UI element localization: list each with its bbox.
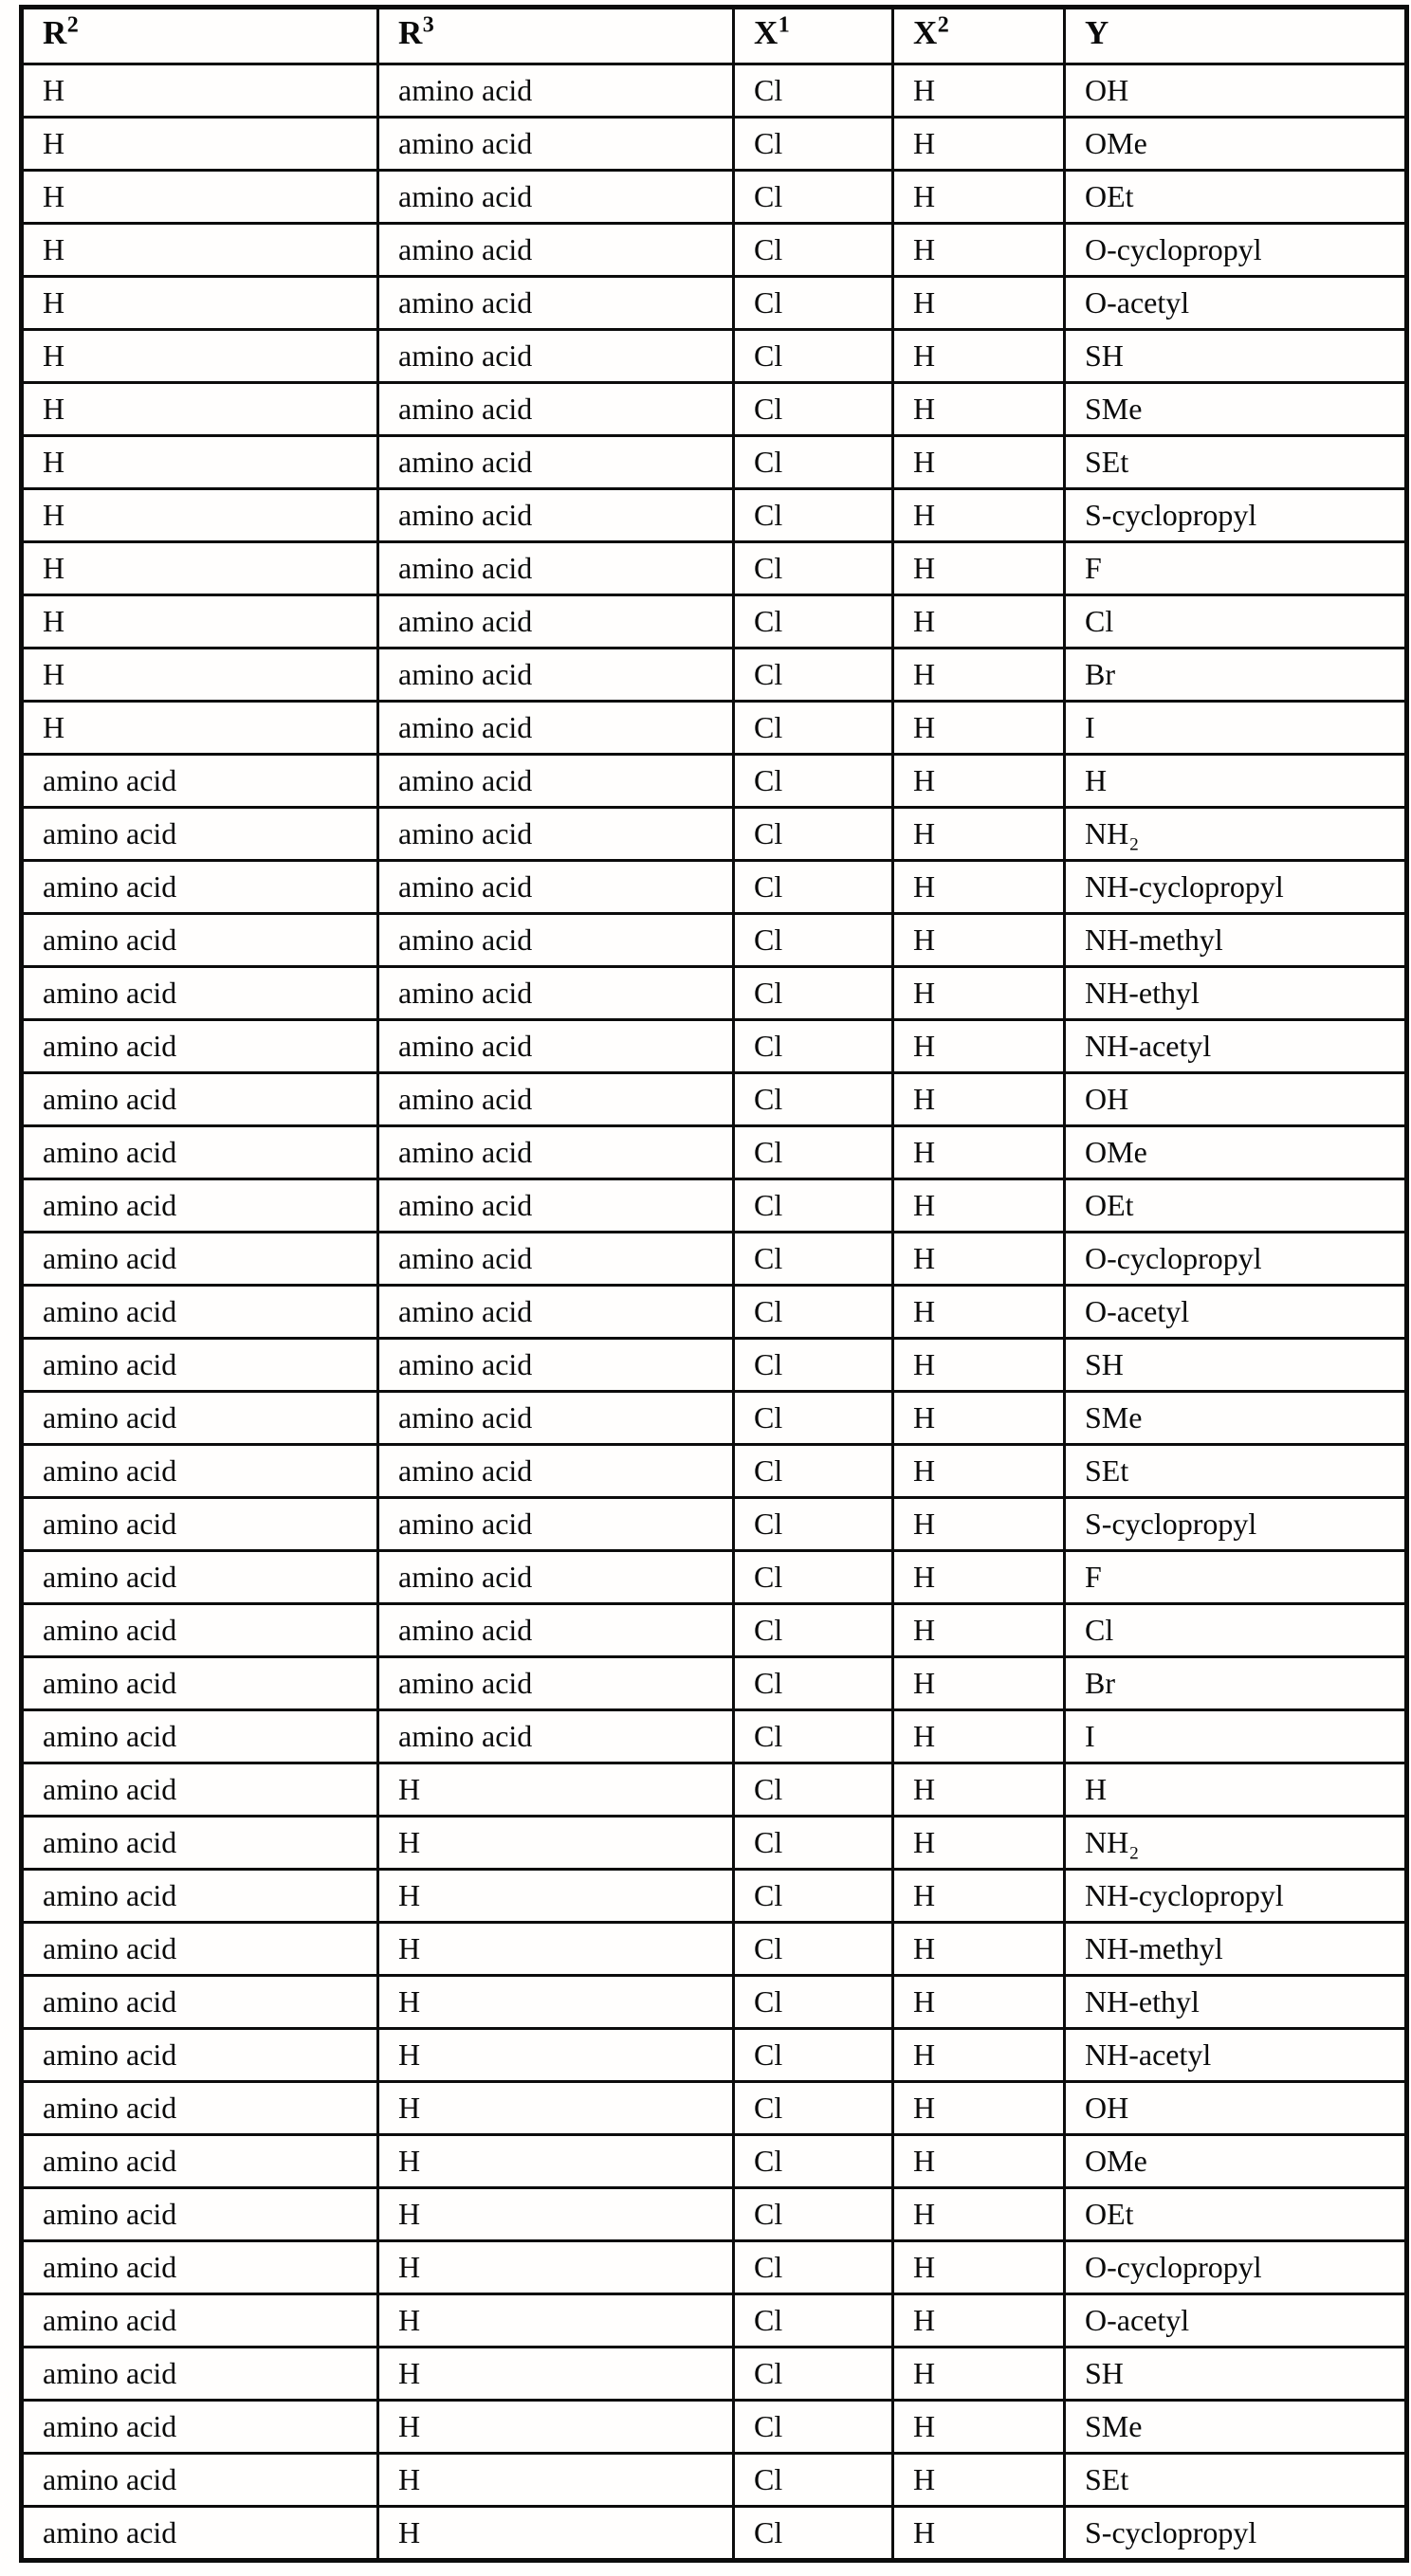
- table-cell: H: [893, 171, 1065, 224]
- table-cell: NH-ethyl: [1065, 1976, 1407, 2029]
- table-cell: H: [378, 1923, 734, 1976]
- table-cell: amino acid: [378, 489, 734, 542]
- column-header-x1: [734, 8, 893, 64]
- table-cell: H: [378, 2348, 734, 2401]
- table-cell: amino acid: [378, 330, 734, 383]
- table-cell: amino acid: [22, 2294, 378, 2348]
- table-cell: amino acid: [22, 1233, 378, 1286]
- header-superscript: 2: [66, 12, 80, 38]
- table-cell: amino acid: [378, 1073, 734, 1126]
- table-cell: Cl: [734, 1392, 893, 1445]
- table-cell: amino acid: [378, 1657, 734, 1710]
- table-cell: amino acid: [378, 702, 734, 755]
- table-cell: Cl: [734, 2135, 893, 2188]
- table-cell: H: [893, 1710, 1065, 1763]
- table-row: [22, 171, 1407, 224]
- table-cell: SH: [1065, 330, 1407, 383]
- table-cell: H: [893, 2348, 1065, 2401]
- table-cell: NH-cyclopropyl: [1065, 1870, 1407, 1923]
- table-cell: OEt: [1065, 2188, 1407, 2241]
- table-cell: Cl: [734, 1604, 893, 1657]
- table-cell: O-acetyl: [1065, 1286, 1407, 1339]
- table-row: [22, 649, 1407, 702]
- table-cell: H: [378, 1976, 734, 2029]
- table-cell: NH-methyl: [1065, 914, 1407, 967]
- table-cell: amino acid: [22, 1657, 378, 1710]
- table-cell: Cl: [1065, 595, 1407, 649]
- table-cell: H: [893, 702, 1065, 755]
- table-cell: Cl: [734, 542, 893, 595]
- table-row: [22, 2454, 1407, 2507]
- table-cell: amino acid: [378, 861, 734, 914]
- table-cell: Cl: [734, 64, 893, 118]
- table-cell: H: [893, 755, 1065, 808]
- table-cell: amino acid: [22, 2082, 378, 2135]
- table-cell: H: [893, 808, 1065, 861]
- table-cell: amino acid: [378, 1020, 734, 1073]
- table-cell: NH₂: [1065, 808, 1407, 861]
- table-cell: amino acid: [22, 1126, 378, 1179]
- table-cell: H: [893, 2454, 1065, 2507]
- table-cell: H: [378, 2082, 734, 2135]
- table-cell: OMe: [1065, 118, 1407, 171]
- table-cell: H: [893, 2188, 1065, 2241]
- header-label: X: [913, 14, 938, 51]
- table-row: [22, 1020, 1407, 1073]
- table-cell: H: [893, 861, 1065, 914]
- table-cell: H: [893, 1179, 1065, 1233]
- table-row: [22, 2188, 1407, 2241]
- table-cell: H: [378, 2401, 734, 2454]
- table-cell: S-cyclopropyl: [1065, 489, 1407, 542]
- table-cell: amino acid: [378, 808, 734, 861]
- table-cell: amino acid: [22, 1817, 378, 1870]
- table-cell: O-cyclopropyl: [1065, 224, 1407, 277]
- table-cell: H: [893, 595, 1065, 649]
- table-cell: amino acid: [22, 1870, 378, 1923]
- table-cell: amino acid: [22, 861, 378, 914]
- header-superscript: 2: [937, 12, 950, 38]
- table-cell: Cl: [734, 383, 893, 436]
- table-cell: Cl: [734, 914, 893, 967]
- table-cell: H: [893, 914, 1065, 967]
- table-cell: amino acid: [22, 1073, 378, 1126]
- table-cell: H: [893, 542, 1065, 595]
- table-cell: F: [1065, 1551, 1407, 1604]
- table-cell: H: [893, 2294, 1065, 2348]
- table-cell: OMe: [1065, 2135, 1407, 2188]
- header-row: [22, 8, 1407, 64]
- table-cell: amino acid: [378, 1445, 734, 1498]
- table-cell: SMe: [1065, 2401, 1407, 2454]
- table-cell: amino acid: [378, 1498, 734, 1551]
- table-cell: amino acid: [22, 2241, 378, 2294]
- table-cell: Cl: [734, 649, 893, 702]
- table-cell: H: [893, 2135, 1065, 2188]
- table-cell: Cl: [734, 861, 893, 914]
- table-cell: amino acid: [22, 2507, 378, 2561]
- table-cell: H: [893, 1498, 1065, 1551]
- table-cell: H: [893, 224, 1065, 277]
- table-cell: amino acid: [22, 1551, 378, 1604]
- substituent-table: [19, 5, 1409, 2563]
- table-cell: H: [22, 171, 378, 224]
- table-row: [22, 1286, 1407, 1339]
- column-header-y: [1065, 8, 1407, 64]
- table-cell: Cl: [734, 1179, 893, 1233]
- table-row: [22, 436, 1407, 489]
- table-cell: amino acid: [22, 1498, 378, 1551]
- table-row: [22, 383, 1407, 436]
- table-cell: O-cyclopropyl: [1065, 1233, 1407, 1286]
- table-cell: amino acid: [378, 1126, 734, 1179]
- column-header-x2: [893, 8, 1065, 64]
- table-cell: Cl: [734, 1657, 893, 1710]
- table-cell: amino acid: [378, 1339, 734, 1392]
- table-cell: H: [1065, 755, 1407, 808]
- table-cell: SEt: [1065, 1445, 1407, 1498]
- table-cell: H: [893, 118, 1065, 171]
- table-cell: H: [22, 118, 378, 171]
- table-cell: Cl: [734, 171, 893, 224]
- table-row: [22, 1923, 1407, 1976]
- table-cell: H: [893, 2082, 1065, 2135]
- table-cell: H: [893, 967, 1065, 1020]
- table-cell: amino acid: [378, 277, 734, 330]
- table-row: [22, 1710, 1407, 1763]
- table-cell: amino acid: [378, 542, 734, 595]
- table-cell: amino acid: [378, 1551, 734, 1604]
- table-cell: I: [1065, 1710, 1407, 1763]
- table-cell: H: [893, 277, 1065, 330]
- table-cell: H: [378, 2135, 734, 2188]
- table-cell: H: [22, 383, 378, 436]
- table-cell: amino acid: [378, 171, 734, 224]
- table-cell: H: [893, 1126, 1065, 1179]
- table-cell: Cl: [734, 224, 893, 277]
- table-cell: SEt: [1065, 2454, 1407, 2507]
- table-row: [22, 595, 1407, 649]
- table-cell: Cl: [734, 2029, 893, 2082]
- table-row: [22, 1392, 1407, 1445]
- table-cell: H: [378, 2029, 734, 2082]
- table-cell: amino acid: [22, 1710, 378, 1763]
- table-cell: H: [22, 224, 378, 277]
- table-cell: H: [893, 649, 1065, 702]
- table-row: [22, 967, 1407, 1020]
- table-cell: H: [893, 2507, 1065, 2561]
- table-cell: Cl: [1065, 1604, 1407, 1657]
- table-row: [22, 1339, 1407, 1392]
- table-cell: Cl: [734, 808, 893, 861]
- table-cell: OH: [1065, 2082, 1407, 2135]
- table-cell: Cl: [734, 2401, 893, 2454]
- table-cell: amino acid: [22, 1020, 378, 1073]
- table-cell: H: [22, 595, 378, 649]
- table-cell: Cl: [734, 1286, 893, 1339]
- table-row: [22, 2507, 1407, 2561]
- table-cell: I: [1065, 702, 1407, 755]
- table-row: [22, 2241, 1407, 2294]
- column-header-r2: [22, 8, 378, 64]
- table-cell: Cl: [734, 2082, 893, 2135]
- table-cell: amino acid: [378, 1286, 734, 1339]
- table-row: [22, 2401, 1407, 2454]
- table-cell: H: [22, 542, 378, 595]
- table-row: [22, 277, 1407, 330]
- table-cell: OH: [1065, 64, 1407, 118]
- table-cell: H: [893, 1233, 1065, 1286]
- table-cell: Cl: [734, 2294, 893, 2348]
- table-cell: amino acid: [22, 1179, 378, 1233]
- table-row: [22, 489, 1407, 542]
- table-row: [22, 1817, 1407, 1870]
- table-cell: Cl: [734, 277, 893, 330]
- table-cell: H: [893, 1339, 1065, 1392]
- table-cell: NH-acetyl: [1065, 1020, 1407, 1073]
- table-cell: NH₂: [1065, 1817, 1407, 1870]
- table-cell: NH-cyclopropyl: [1065, 861, 1407, 914]
- table-cell: SMe: [1065, 383, 1407, 436]
- table-cell: amino acid: [378, 64, 734, 118]
- table-cell: amino acid: [22, 967, 378, 1020]
- table-cell: Cl: [734, 1445, 893, 1498]
- table-cell: Cl: [734, 1870, 893, 1923]
- table-cell: H: [893, 2029, 1065, 2082]
- table-cell: Cl: [734, 967, 893, 1020]
- table-cell: H: [378, 1870, 734, 1923]
- table-cell: S-cyclopropyl: [1065, 1498, 1407, 1551]
- table-cell: H: [893, 330, 1065, 383]
- table-cell: H: [893, 1923, 1065, 1976]
- table-row: [22, 1179, 1407, 1233]
- table-cell: amino acid: [22, 2401, 378, 2454]
- table-cell: amino acid: [378, 383, 734, 436]
- table-cell: amino acid: [22, 2348, 378, 2401]
- table-cell: H: [893, 2401, 1065, 2454]
- table-cell: H: [22, 489, 378, 542]
- table-cell: amino acid: [22, 1763, 378, 1817]
- table-cell: Cl: [734, 1126, 893, 1179]
- table-cell: Cl: [734, 1339, 893, 1392]
- table-cell: Cl: [734, 436, 893, 489]
- table-row: [22, 542, 1407, 595]
- table-cell: amino acid: [378, 224, 734, 277]
- table-cell: H: [378, 2241, 734, 2294]
- table-cell: H: [893, 1020, 1065, 1073]
- table-row: [22, 1073, 1407, 1126]
- table-cell: amino acid: [378, 1604, 734, 1657]
- table-row: [22, 1233, 1407, 1286]
- table-cell: Cl: [734, 2188, 893, 2241]
- table-cell: H: [893, 1392, 1065, 1445]
- table-body: [22, 64, 1407, 2561]
- table-cell: Cl: [734, 2348, 893, 2401]
- table-row: [22, 2029, 1407, 2082]
- table-row: [22, 1657, 1407, 1710]
- table-cell: SMe: [1065, 1392, 1407, 1445]
- header-label: R: [43, 14, 67, 51]
- table-cell: H: [22, 330, 378, 383]
- table-cell: amino acid: [378, 1233, 734, 1286]
- table-cell: NH-ethyl: [1065, 967, 1407, 1020]
- table-cell: amino acid: [378, 914, 734, 967]
- table-cell: H: [22, 64, 378, 118]
- table-cell: OEt: [1065, 171, 1407, 224]
- table-row: [22, 2348, 1407, 2401]
- table-cell: OMe: [1065, 1126, 1407, 1179]
- table-cell: H: [22, 436, 378, 489]
- table-cell: H: [378, 2188, 734, 2241]
- table-row: [22, 1976, 1407, 2029]
- header-superscript: 3: [422, 12, 435, 38]
- table-cell: amino acid: [22, 914, 378, 967]
- table-cell: amino acid: [378, 649, 734, 702]
- header-superscript: 1: [778, 12, 791, 38]
- table-cell: H: [22, 649, 378, 702]
- table-row: [22, 702, 1407, 755]
- table-row: [22, 1604, 1407, 1657]
- table-cell: H: [378, 2294, 734, 2348]
- table-cell: amino acid: [22, 1604, 378, 1657]
- table-row: [22, 755, 1407, 808]
- table-cell: H: [378, 1763, 734, 1817]
- table-row: [22, 1870, 1407, 1923]
- table-cell: amino acid: [378, 118, 734, 171]
- table-cell: H: [893, 1286, 1065, 1339]
- table-cell: amino acid: [22, 1445, 378, 1498]
- table-cell: H: [893, 383, 1065, 436]
- table-cell: OH: [1065, 1073, 1407, 1126]
- table-row: [22, 224, 1407, 277]
- table-cell: O-cyclopropyl: [1065, 2241, 1407, 2294]
- table-cell: Cl: [734, 1551, 893, 1604]
- table-row: [22, 1126, 1407, 1179]
- table-cell: Cl: [734, 1233, 893, 1286]
- table-cell: Cl: [734, 755, 893, 808]
- table-cell: H: [893, 1870, 1065, 1923]
- table-cell: amino acid: [378, 967, 734, 1020]
- table-row: [22, 1551, 1407, 1604]
- table-cell: H: [893, 1657, 1065, 1710]
- table-row: [22, 1498, 1407, 1551]
- table-cell: F: [1065, 542, 1407, 595]
- table-cell: H: [378, 2507, 734, 2561]
- table-cell: H: [1065, 1763, 1407, 1817]
- table-cell: amino acid: [378, 1392, 734, 1445]
- table-cell: amino acid: [378, 1179, 734, 1233]
- table-row: [22, 64, 1407, 118]
- table-row: [22, 914, 1407, 967]
- table-cell: H: [893, 1073, 1065, 1126]
- table-cell: Cl: [734, 1817, 893, 1870]
- table-row: [22, 118, 1407, 171]
- table-cell: H: [893, 64, 1065, 118]
- table-cell: amino acid: [378, 1710, 734, 1763]
- table-row: [22, 2294, 1407, 2348]
- table-cell: SH: [1065, 1339, 1407, 1392]
- table-cell: S-cyclopropyl: [1065, 2507, 1407, 2561]
- table-cell: Cl: [734, 595, 893, 649]
- table-cell: amino acid: [22, 2454, 378, 2507]
- table-cell: H: [893, 489, 1065, 542]
- table-row: [22, 2135, 1407, 2188]
- table-cell: H: [893, 1976, 1065, 2029]
- table-cell: amino acid: [22, 1976, 378, 2029]
- table-cell: amino acid: [22, 1392, 378, 1445]
- column-header-r3: [378, 8, 734, 64]
- table-cell: amino acid: [22, 2188, 378, 2241]
- table-cell: NH-acetyl: [1065, 2029, 1407, 2082]
- table-cell: amino acid: [22, 1286, 378, 1339]
- table-cell: Br: [1065, 1657, 1407, 1710]
- table-cell: Cl: [734, 118, 893, 171]
- table-cell: amino acid: [378, 595, 734, 649]
- table-cell: Cl: [734, 1976, 893, 2029]
- table-cell: O-acetyl: [1065, 277, 1407, 330]
- table-cell: SH: [1065, 2348, 1407, 2401]
- table-cell: Cl: [734, 1073, 893, 1126]
- table-cell: amino acid: [22, 808, 378, 861]
- header-label: X: [754, 14, 779, 51]
- table-cell: H: [378, 2454, 734, 2507]
- table-cell: Cl: [734, 489, 893, 542]
- table-cell: amino acid: [22, 2029, 378, 2082]
- table-cell: H: [22, 277, 378, 330]
- table-row: [22, 2082, 1407, 2135]
- table-cell: H: [378, 1817, 734, 1870]
- table-cell: Cl: [734, 702, 893, 755]
- table-cell: Cl: [734, 330, 893, 383]
- table-cell: Cl: [734, 2507, 893, 2561]
- table-cell: SEt: [1065, 436, 1407, 489]
- table-row: [22, 1445, 1407, 1498]
- table-cell: O-acetyl: [1065, 2294, 1407, 2348]
- header-label: Y: [1085, 14, 1109, 51]
- table-cell: amino acid: [22, 755, 378, 808]
- table-cell: H: [22, 702, 378, 755]
- table-cell: amino acid: [22, 1923, 378, 1976]
- table-cell: amino acid: [22, 2135, 378, 2188]
- table-cell: amino acid: [378, 755, 734, 808]
- table-row: [22, 330, 1407, 383]
- table-cell: Cl: [734, 1020, 893, 1073]
- table-row: [22, 808, 1407, 861]
- header-label: R: [398, 14, 423, 51]
- table-cell: Cl: [734, 1923, 893, 1976]
- table-cell: Cl: [734, 2241, 893, 2294]
- table-row: [22, 1763, 1407, 1817]
- table-cell: H: [893, 1817, 1065, 1870]
- table-row: [22, 861, 1407, 914]
- table-cell: NH-methyl: [1065, 1923, 1407, 1976]
- table-cell: H: [893, 1445, 1065, 1498]
- table-cell: H: [893, 1551, 1065, 1604]
- table-cell: Cl: [734, 1763, 893, 1817]
- table-cell: OEt: [1065, 1179, 1407, 1233]
- table-cell: Cl: [734, 1498, 893, 1551]
- table-cell: H: [893, 1763, 1065, 1817]
- table-cell: Cl: [734, 1710, 893, 1763]
- table-cell: amino acid: [378, 436, 734, 489]
- table-cell: H: [893, 436, 1065, 489]
- table-cell: H: [893, 2241, 1065, 2294]
- table-cell: Br: [1065, 649, 1407, 702]
- table-cell: Cl: [734, 2454, 893, 2507]
- table-cell: amino acid: [22, 1339, 378, 1392]
- table-cell: H: [893, 1604, 1065, 1657]
